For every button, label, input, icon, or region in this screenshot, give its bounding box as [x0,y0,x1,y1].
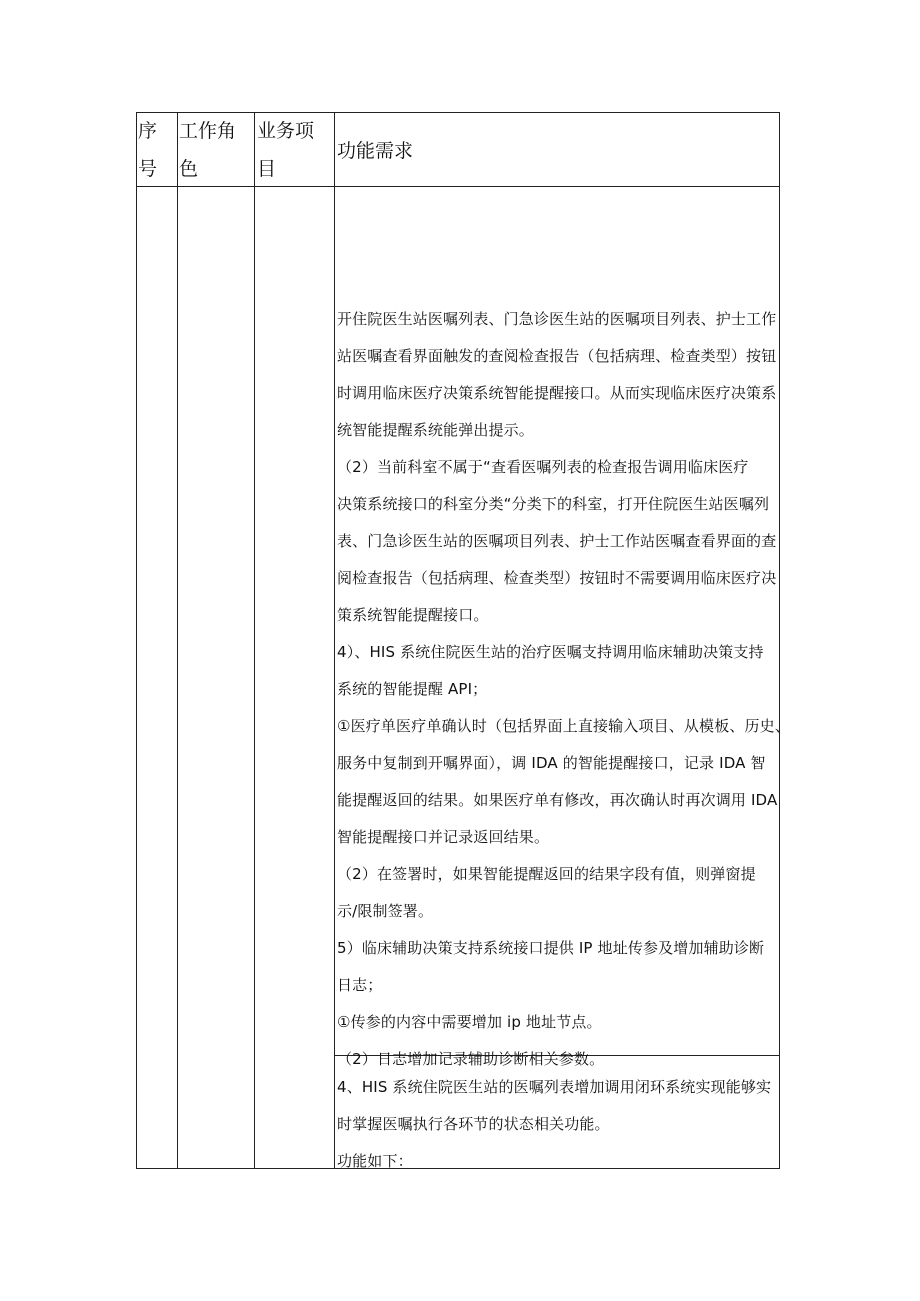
header-item-line: 目 [257,158,277,180]
text-line: 开住院医生站医嘱列表、门急诊医生站的医嘱项目列表、护士工作 [337,310,777,328]
text-line: 时掌握医嘱执行各环节的状态相关功能。 [337,1115,610,1133]
header-item-line: 业务项 [257,120,315,142]
header-role-line: 工作角 [179,120,237,142]
text-line: 能提醒返回的结果。如果医疗单有修改，再次确认时再次调用 IDA [337,791,778,809]
text-line: 日志； [337,976,383,994]
text-line: （2）日志增加记录辅助诊断相关参数。 [337,1050,605,1068]
text-line: 智能提醒接口并记录返回结果。 [337,828,550,846]
text-line: 4、HIS 系统住院医生站的医嘱列表增加调用闭环系统实现能够实 [337,1078,772,1096]
text-line: ①医疗单医疗单确认时（包括界面上直接输入项目、从模板、历史、 [337,717,790,735]
header-seq-line: 号 [138,158,158,180]
header-requirement [337,132,413,170]
text-line: 决策系统接口的科室分类“分类下的科室，打开住院医生站医嘱列 [337,495,770,513]
text-line: 功能如下： [337,1152,413,1170]
header-role [179,112,236,188]
text-line: 阅检查报告（包括病理、检查类型）按钮时不需要调用临床医疗决 [337,569,777,587]
col-divider-seq-role [177,112,178,1169]
text-line: ①传参的内容中需要增加 ip 地址节点。 [337,1013,602,1031]
header-seq-line: 序 [138,120,158,142]
header-role-line: 色 [179,158,199,180]
text-line: 表、门急诊医生站的医嘱项目列表、护士工作站医嘱查看界面的查 [337,532,777,550]
col-divider-role-item [254,112,255,1169]
text-line: 系统的智能提醒 API； [337,680,488,698]
header-seq [138,112,157,188]
text-line: 时调用临床医疗决策系统智能提醒接口。从而实现临床医疗决策系 [337,384,777,402]
text-line: 策系统智能提醒接口。 [337,606,489,624]
header-req-text: 功能需求 [337,140,414,162]
text-line: （2）在签署时，如果智能提醒返回的结果字段有值，则弹窗提 [337,865,756,883]
text-line: 5）临床辅助决策支持系统接口提供 IP 地址传参及增加辅助诊断 [337,939,765,957]
requirement-text-row2 [337,1069,780,1180]
text-line: （2）当前科室不属于“查看医嘱列表的检查报告调用临床医疗 [337,458,749,476]
requirement-text-row1 [337,301,790,1078]
text-line: 统智能提醒系统能弹出提示。 [337,421,534,439]
col-divider-item-req [334,112,335,1169]
text-line: 示/限制签署。 [337,902,434,920]
text-line: 4）、HIS 系统住院医生站的治疗医嘱支持调用临床辅助决策支持 [337,643,764,661]
table-left-border [136,112,137,1169]
text-line: 站医嘱查看界面触发的查阅检查报告（包括病理、检查类型）按钮 [337,347,777,365]
requirements-table [136,112,790,1170]
text-line: 服务中复制到开嘱界面），调 IDA 的智能提醒接口，记录 IDA 智 [337,754,766,772]
header-item [257,112,314,188]
